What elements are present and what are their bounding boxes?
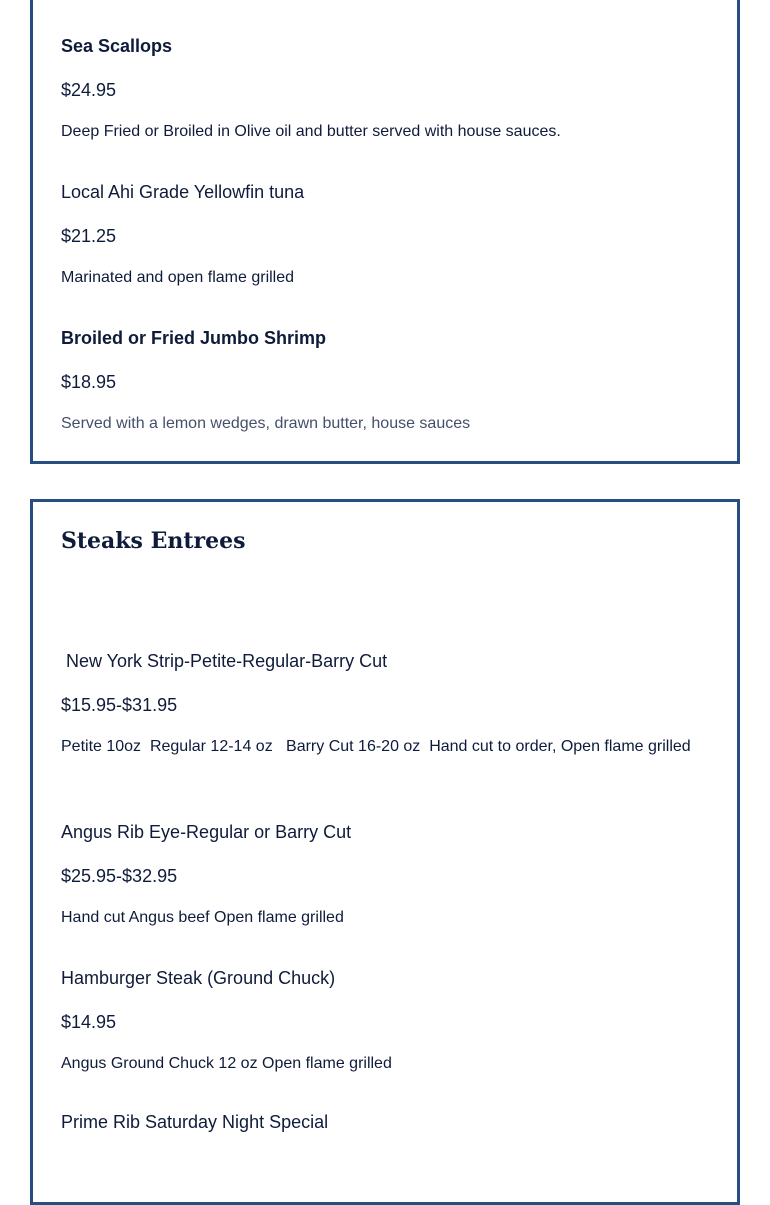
item-price: $24.95 bbox=[61, 80, 117, 100]
item-description: Angus Ground Chuck 12 oz Open flame grilled bbox=[61, 1055, 392, 1072]
menu-item-jumbo-shrimp bbox=[61, 325, 709, 435]
menu-item-prime-rib bbox=[61, 1111, 709, 1171]
menu-item-angus-rib-eye bbox=[61, 819, 709, 929]
item-name: Broiled or Fried Jumbo Shrimp bbox=[61, 328, 327, 348]
item-description: Petite 10oz Regular 12-14 oz Barry Cut 16-20 oz Hand cut to order, Open flame grilled bbox=[61, 738, 691, 755]
item-name: Sea Scallops bbox=[61, 36, 173, 56]
section-title: Steaks Entrees bbox=[61, 528, 246, 554]
item-name: Prime Rib Saturday Night Special bbox=[61, 1112, 329, 1132]
item-name: New York Strip-Petite-Regular-Barry Cut bbox=[61, 651, 388, 671]
menu-item-sea-scallops bbox=[61, 33, 709, 143]
item-name: Angus Rib Eye-Regular or Barry Cut bbox=[61, 822, 352, 842]
menu-item-new-york-strip bbox=[61, 648, 709, 788]
item-price: $15.95-$31.95 bbox=[61, 695, 178, 715]
item-description: Deep Fried or Broiled in Olive oil and butter served with house sauces. bbox=[61, 123, 561, 140]
item-description: Hand cut Angus beef Open flame grilled bbox=[61, 909, 344, 926]
item-price: $21.25 bbox=[61, 226, 117, 246]
seafood-menu-section bbox=[30, 0, 740, 464]
item-price: $18.95 bbox=[61, 372, 117, 392]
steaks-menu-section bbox=[30, 499, 740, 1205]
item-price: $14.95 bbox=[61, 1012, 117, 1032]
item-description: Marinated and open flame grilled bbox=[61, 269, 295, 286]
item-price: $25.95-$32.95 bbox=[61, 866, 178, 886]
item-name: Hamburger Steak (Ground Chuck) bbox=[61, 968, 336, 988]
menu-item-hamburger-steak bbox=[61, 965, 709, 1075]
menu-item-ahi-tuna bbox=[61, 179, 709, 289]
item-description: Served with a lemon wedges, drawn butter, house sauces bbox=[61, 415, 471, 432]
item-name: Local Ahi Grade Yellowfin tuna bbox=[61, 182, 305, 202]
